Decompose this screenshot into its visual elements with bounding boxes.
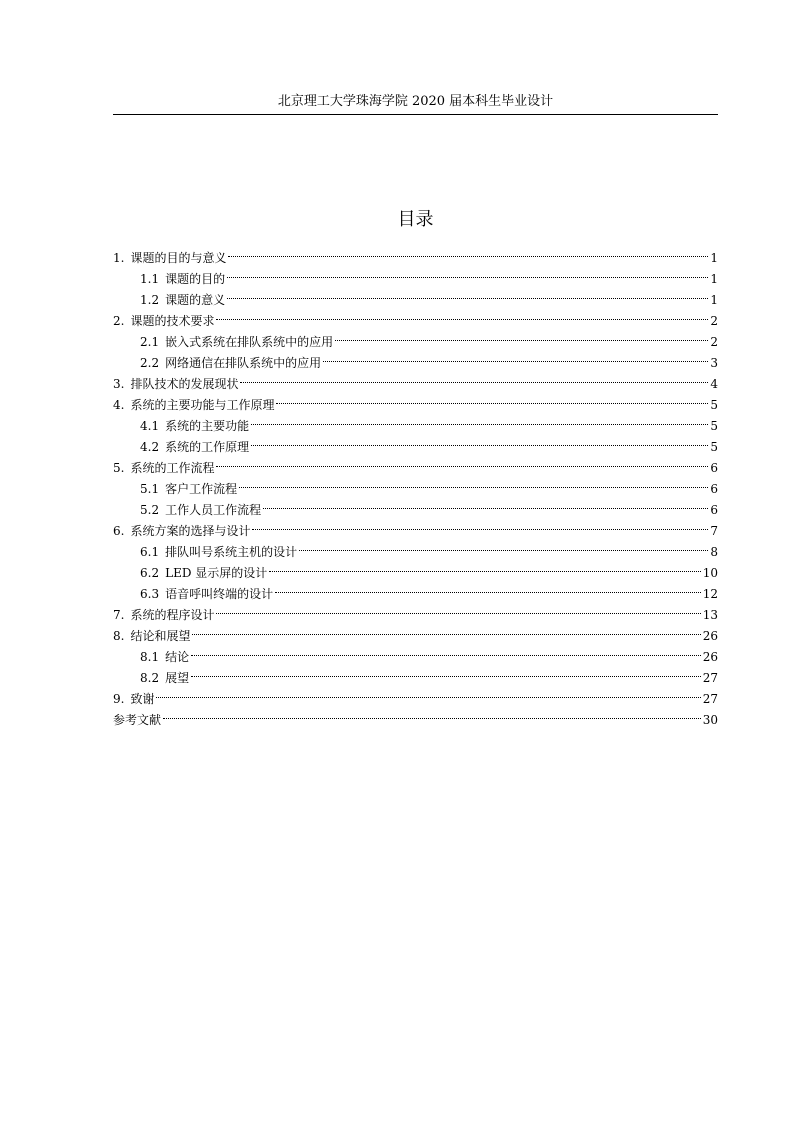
- toc-entry-number: 5.1: [140, 482, 160, 496]
- toc-entry-page-number: 1: [710, 293, 718, 307]
- toc-title: 目录: [397, 209, 434, 230]
- toc-entry-number: 6.3: [140, 587, 160, 601]
- toc-entry-title: 参考文献: [113, 713, 162, 727]
- toc-entry-title: 系统的主要功能: [165, 419, 250, 433]
- toc-entry-number: 4.2: [140, 440, 160, 454]
- toc-entry-page-number: 5: [710, 419, 718, 433]
- running-header-title: 北京理工大学珠海学院 2020 届本科生毕业设计: [277, 94, 554, 109]
- toc-entry-number: 8.1: [140, 650, 160, 664]
- toc-entry-title: 展望: [165, 671, 190, 685]
- toc-entry-title: 排队技术的发展现状: [130, 377, 239, 391]
- toc-entry-number: 2.2: [140, 356, 160, 370]
- toc-entry-page-number: 1: [710, 272, 718, 286]
- toc-entry-number: 8.: [113, 629, 125, 643]
- toc-entry-title: 课题的技术要求: [130, 314, 215, 328]
- toc-dot-leader: [239, 472, 708, 493]
- toc-entry-title: 结论和展望: [130, 629, 191, 643]
- toc-entry[interactable]: [113, 661, 718, 685]
- toc-entry-page-number: 30: [702, 713, 718, 727]
- toc-entry-title: 系统方案的选择与设计: [130, 524, 251, 538]
- toc-dot-leader: [156, 682, 700, 703]
- toc-entry-title: 结论: [165, 650, 190, 664]
- toc-entry-number: 8.2: [140, 671, 160, 685]
- toc-entry-page-number: 26: [702, 650, 718, 664]
- toc-entry[interactable]: [113, 682, 718, 706]
- toc-entry-number: 1.2: [140, 293, 160, 307]
- toc-dot-leader: [191, 661, 701, 682]
- toc-entry-page-number: 10: [702, 566, 718, 580]
- toc-dot-leader: [275, 577, 701, 598]
- toc-entry-page-number: 1: [710, 251, 718, 265]
- toc-dot-leader: [299, 535, 708, 556]
- toc-dot-leader: [276, 388, 708, 409]
- toc-entry-title: LED 显示屏的设计: [165, 566, 268, 580]
- toc-entry-page-number: 13: [702, 608, 718, 622]
- toc-entry-title: 嵌入式系统在排队系统中的应用: [165, 335, 334, 349]
- toc-entry-page-number: 7: [710, 524, 718, 538]
- toc-dot-leader: [252, 514, 708, 535]
- toc-entry-title: 课题的目的: [165, 272, 226, 286]
- toc-entry-page-number: 27: [702, 671, 718, 685]
- toc-entry-title: 系统的工作原理: [165, 440, 250, 454]
- toc-dot-leader: [251, 430, 708, 451]
- toc-entry[interactable]: [113, 619, 718, 643]
- toc-dot-leader: [216, 451, 708, 472]
- toc-entry-number: 2.: [113, 314, 125, 328]
- toc-entry-number: 6.1: [140, 545, 160, 559]
- toc-entry-title: 网络通信在排队系统中的应用: [165, 356, 322, 370]
- toc-entry-number: 2.1: [140, 335, 160, 349]
- toc-entry-number: 5.: [113, 461, 125, 475]
- toc-entry-page-number: 8: [710, 545, 718, 559]
- toc-entry-title: 排队叫号系统主机的设计: [165, 545, 298, 559]
- toc-entry-number: 3.: [113, 377, 125, 391]
- toc-entry-page-number: 6: [710, 503, 718, 517]
- toc-entry[interactable]: [113, 703, 718, 727]
- toc-entry-page-number: 6: [710, 482, 718, 496]
- running-header: [113, 94, 718, 115]
- toc-dot-leader: [227, 283, 708, 304]
- toc-entry-page-number: 2: [710, 314, 718, 328]
- toc-entry-page-number: 26: [702, 629, 718, 643]
- toc-dot-leader: [163, 703, 701, 724]
- table-of-contents: [113, 241, 718, 727]
- toc-entry-number: 5.2: [140, 503, 160, 517]
- toc-entry-number: 4.: [113, 398, 125, 412]
- toc-dot-leader: [269, 556, 700, 577]
- toc-entry-page-number: 12: [702, 587, 718, 601]
- toc-dot-leader: [335, 325, 708, 346]
- toc-dot-leader: [216, 598, 700, 619]
- toc-entry-title: 课题的目的与意义: [130, 251, 227, 265]
- toc-dot-leader: [323, 346, 708, 367]
- toc-entry-page-number: 6: [710, 461, 718, 475]
- toc-entry-page-number: 5: [710, 398, 718, 412]
- toc-entry-title: 语音呼叫终端的设计: [165, 587, 274, 601]
- toc-entry-title: 系统的工作流程: [130, 461, 215, 475]
- toc-dot-leader: [227, 262, 708, 283]
- toc-entry-number: 6.: [113, 524, 125, 538]
- toc-entry-title: 系统的程序设计: [130, 608, 215, 622]
- toc-entry[interactable]: [113, 241, 718, 265]
- toc-entry-title: 课题的意义: [165, 293, 226, 307]
- toc-entry-title: 工作人员工作流程: [165, 503, 262, 517]
- toc-entry-number: 6.2: [140, 566, 160, 580]
- toc-entry-page-number: 5: [710, 440, 718, 454]
- toc-dot-leader: [251, 409, 708, 430]
- toc-entry-title: 致谢: [130, 692, 155, 706]
- toc-entry-number: 7.: [113, 608, 125, 622]
- toc-dot-leader: [263, 493, 708, 514]
- toc-entry-number: 1.1: [140, 272, 160, 286]
- toc-entry-page-number: 27: [702, 692, 718, 706]
- toc-entry-number: 4.1: [140, 419, 160, 433]
- toc-dot-leader: [240, 367, 708, 388]
- toc-entry-number: 9.: [113, 692, 125, 706]
- toc-dot-leader: [228, 241, 708, 262]
- toc-dot-leader: [191, 640, 701, 661]
- toc-entry-page-number: 2: [710, 335, 718, 349]
- toc-entry-title: 客户工作流程: [165, 482, 238, 496]
- toc-entry-page-number: 4: [710, 377, 718, 391]
- toc-entry[interactable]: [113, 640, 718, 664]
- toc-entry-title: 系统的主要功能与工作原理: [130, 398, 275, 412]
- toc-dot-leader: [216, 304, 708, 325]
- toc-entry-number: 1.: [113, 251, 125, 265]
- toc-dot-leader: [192, 619, 700, 640]
- toc-entry-page-number: 3: [710, 356, 718, 370]
